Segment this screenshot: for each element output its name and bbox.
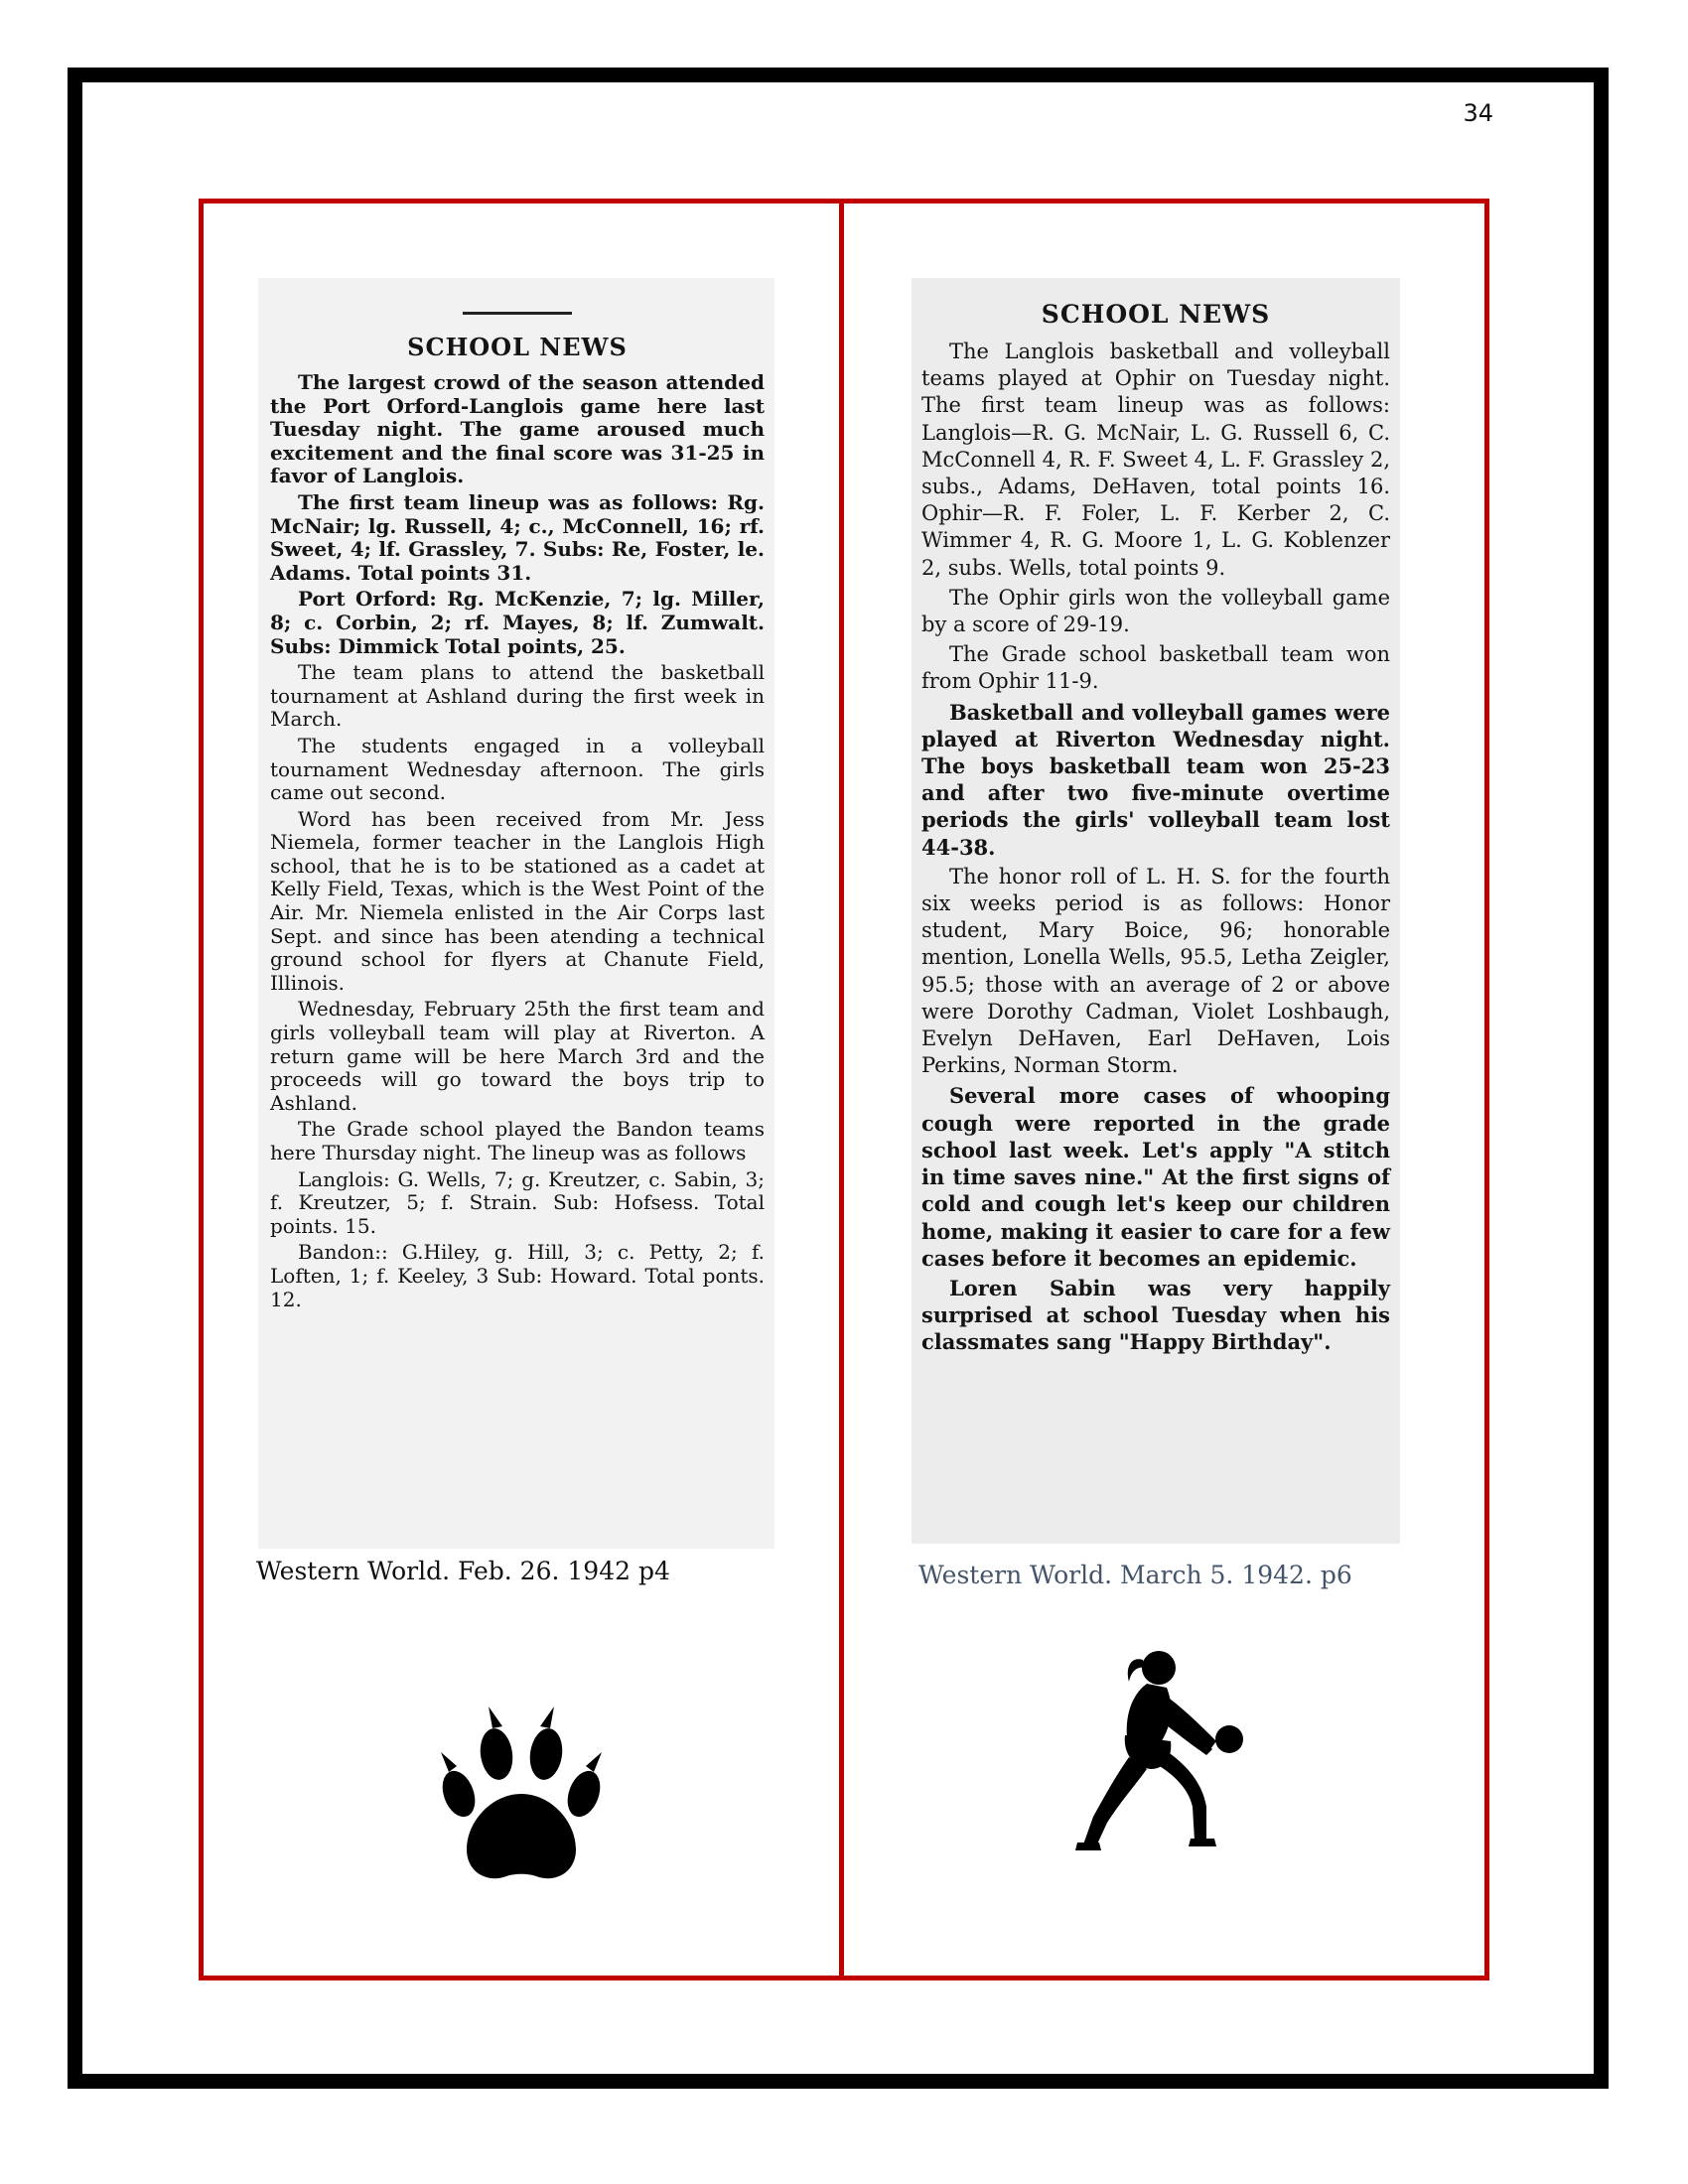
article-paragraph: Several more cases of whooping cough were reported in the grade school last week. Let's apply "A stitch in time saves nine." At the first signs of cold and cough let's keep our children home, making it easier to care for a few cases before it becomes an epidemic.: [921, 1083, 1390, 1271]
article-paragraph: Basketball and volleyball games were played at Riverton Wednesday night. The boys basketball team won 25-23 and after two five-minute overtime periods the girls' volleyball team lost 44-38.: [921, 699, 1390, 860]
article-paragraph: The Grade school played the Bandon teams here Thursday night. The lineup was as follows: [270, 1117, 765, 1164]
article-paragraph: The team plans to attend the basketball tournament at Ashland during the first week in March.: [270, 660, 765, 732]
article-paragraph: Bandon:: G.Hiley, g. Hill, 3; c. Petty, 2; f. Loften, 1; f. Keeley, 3 Sub: Howard. Total ponts. 12.: [270, 1240, 765, 1311]
page-number: 34: [1463, 99, 1493, 127]
right-caption: Western World. March 5. 1942. p6: [918, 1561, 1352, 1589]
right-newspaper-clipping: [912, 278, 1400, 1544]
article-paragraph: The largest crowd of the season attended the Port Orford-Langlois game here last Tuesday night. The game aroused much excitement and the final score was 31-25 in favor of Langlois.: [270, 370, 765, 488]
clipping-heading: SCHOOL NEWS: [407, 333, 628, 361]
article-paragraph: Wednesday, February 25th the first team and girls volleyball team will play at Riverton. A return game will be here March 3rd and the proceeds will go toward the boys trip to Ashland.: [270, 997, 765, 1115]
clipping-heading: SCHOOL NEWS: [1041, 300, 1271, 329]
article-paragraph: The students engaged in a volleyball tournament Wednesday afternoon. The girls came out second.: [270, 733, 765, 805]
article-paragraph: The Grade school basketball team won from Ophir 11-9.: [921, 642, 1390, 694]
clipping-rule: [463, 312, 572, 315]
article-paragraph: The honor roll of L. H. S. for the fourth six weeks period is as follows: Honor student, Mary Boice, 96; honorable mention, Lonella Wells, 95.5, Letha Zeigler, 95.5; those with an average of 2 or above were Dorothy Cadman, Violet Loshbaugh, Evelyn DeHaven, Earl DeHaven, Lois Perkins, Norman Storm.: [921, 864, 1390, 1078]
left-newspaper-clipping: [258, 278, 774, 1549]
article-paragraph: Word has been received from Mr. Jess Niemela, former teacher in the Langlois High school, that he is to be stationed as a cadet at Kelly Field, Texas, which is the West Point of the Air. Mr. Niemela enlisted in the Air Corps last Sept. and since has been atending a technical ground school for flyers at Chanute Field, Illinois.: [270, 806, 765, 995]
left-caption: Western World. Feb. 26. 1942 p4: [256, 1557, 670, 1585]
article-paragraph: Port Orford: Rg. McKenzie, 7; lg. Miller, 8; c. Corbin, 2; rf. Mayes, 8; lf. Zumwalt. Subs: Dimmick Total points, 25.: [270, 587, 765, 658]
clipping-body: [270, 371, 765, 1311]
paw-print-icon: [437, 1703, 606, 1891]
clipping-body: [921, 339, 1390, 1356]
volleyball-player-icon: [1067, 1638, 1266, 1861]
article-paragraph: The Langlois basketball and volleyball teams played at Ophir on Tuesday night. The first team lineup was as follows: Langlois—R. G. McNair, L. G. Russell 6, C. McConnell 4, R. F. Sweet 4, L. F. Grassley 2, subs., Adams, DeHaven, total points 16. Ophir—R. F. Foler, L. F. Kerber 2, C. Wimmer 4, R. G. Moore 1, L. G. Koblenzer 2, subs. Wells, total points 9.: [921, 340, 1390, 580]
article-paragraph: The Ophir girls won the volleyball game by a score of 29-19.: [921, 585, 1390, 637]
article-paragraph: Langlois: G. Wells, 7; g. Kreutzer, c. Sabin, 3; f. Kreutzer, 5; f. Strain. Sub: Hofsess. Total points. 15.: [270, 1166, 765, 1238]
article-paragraph: Loren Sabin was very happily surprised at school Tuesday when his classmates sang "Happy Birthday".: [921, 1275, 1390, 1355]
article-paragraph: The first team lineup was as follows: Rg. McNair; lg. Russell, 4; c., McConnell, 16; rf. Sweet, 4; lf. Grassley, 7. Subs: Re, Foster, le. Adams. Total points 31.: [270, 489, 765, 585]
